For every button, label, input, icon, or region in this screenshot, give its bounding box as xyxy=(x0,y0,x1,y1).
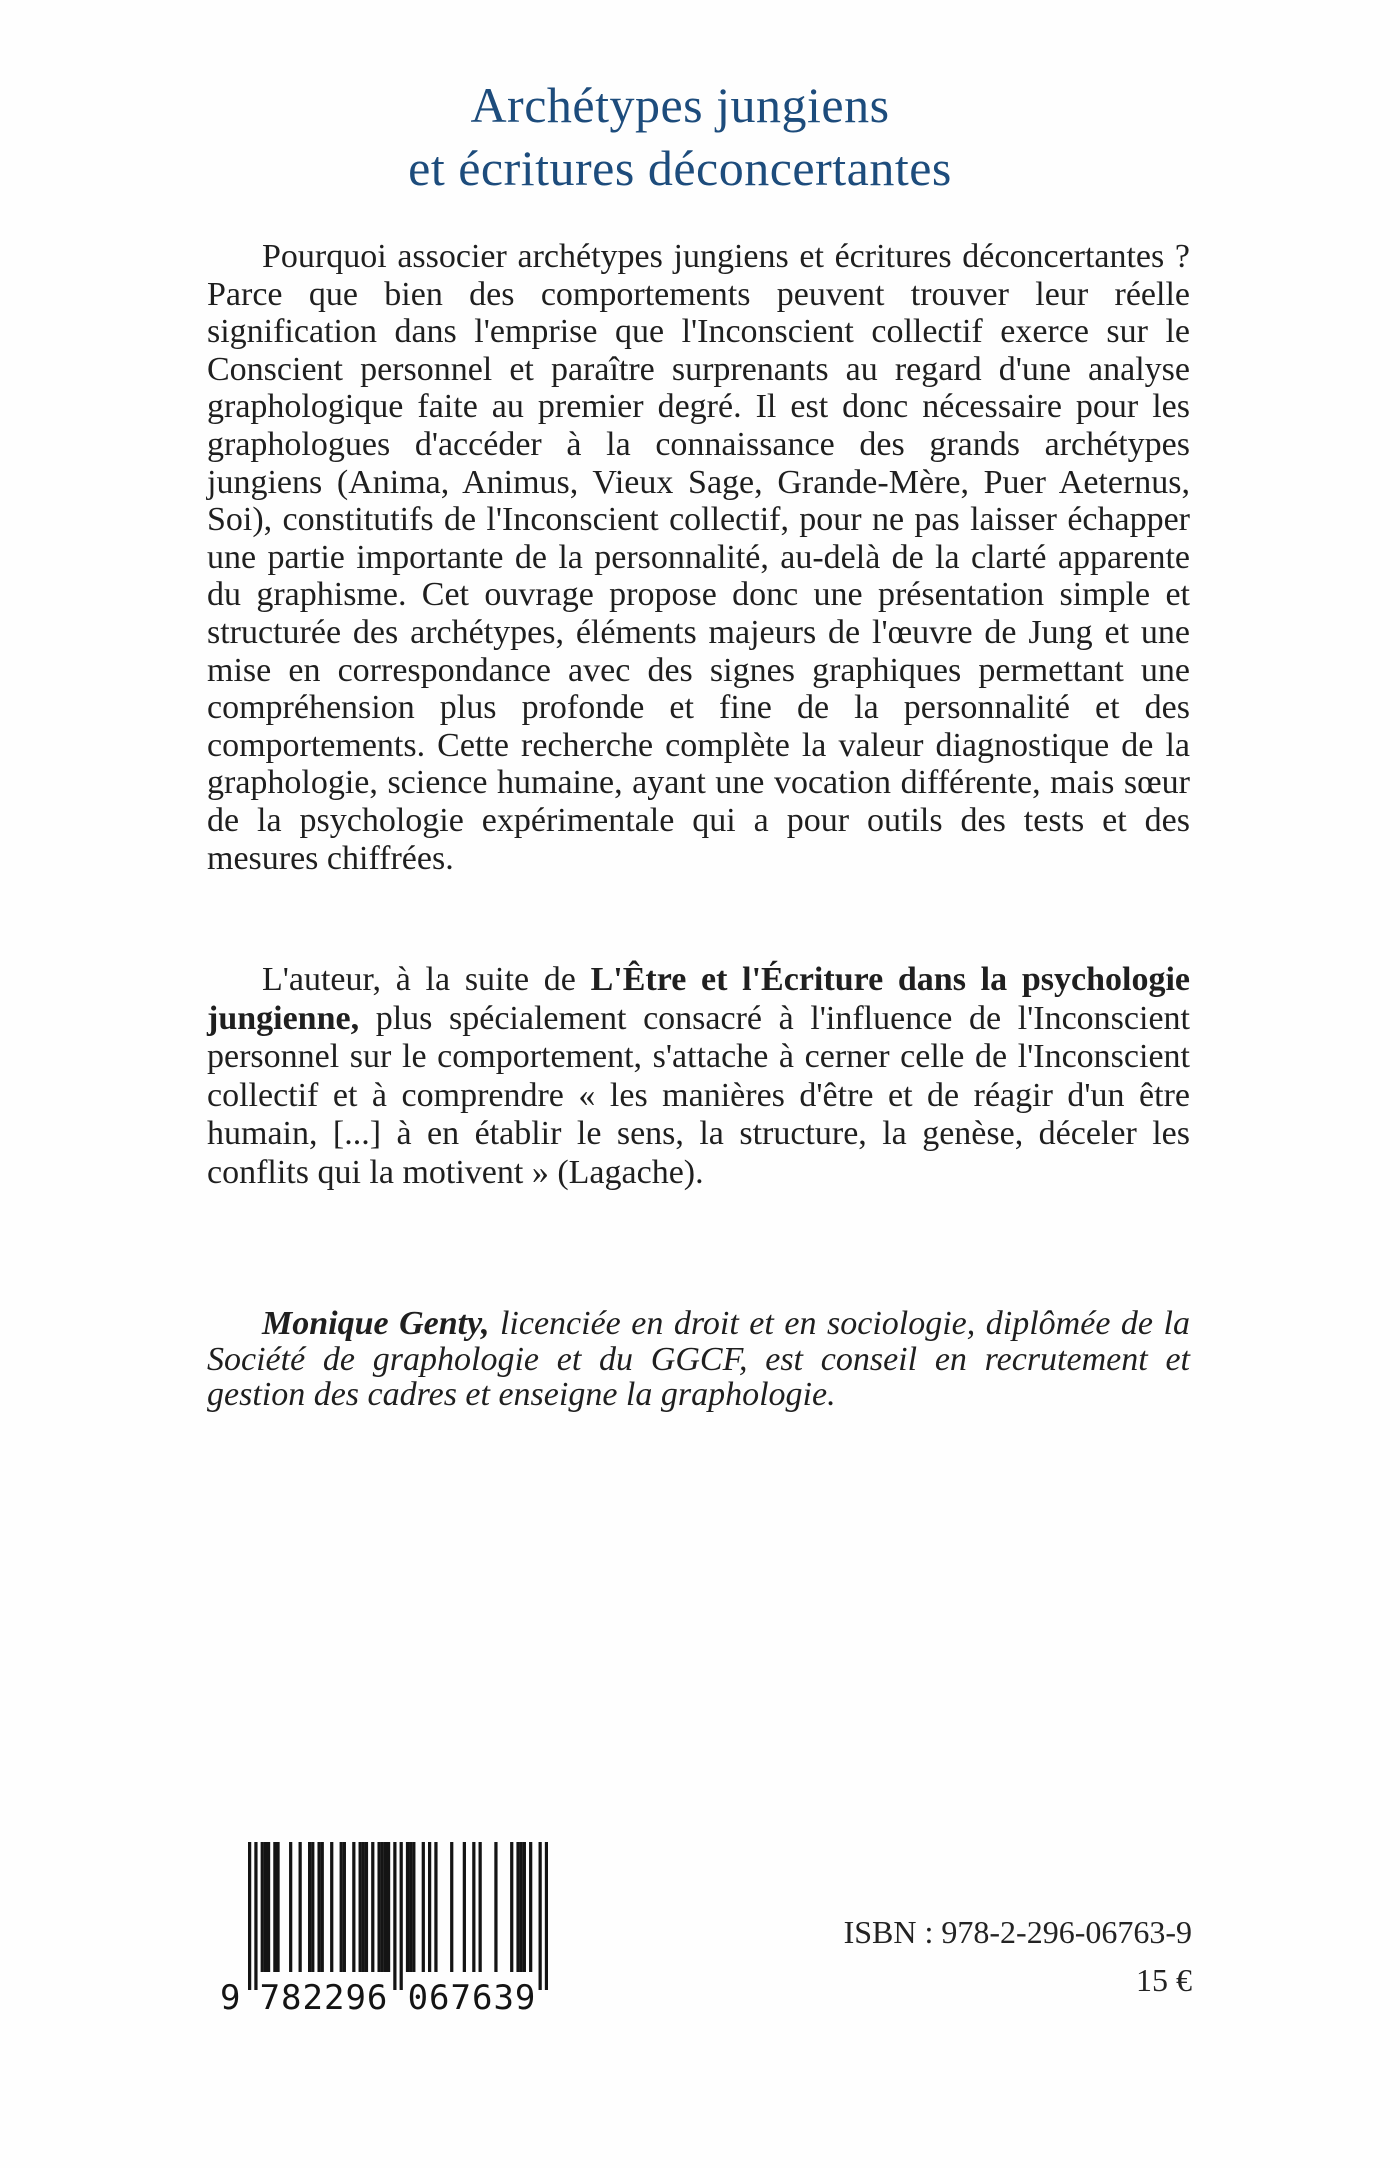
barcode-digits-left: 782296 xyxy=(259,1978,389,2018)
author-note-section xyxy=(207,961,1190,1192)
author-bio-rest: licenciée en droit et en sociologie, diplômée de la Société de graphologie et du GGCF, est conseil en recrutement et gestion des cadres et enseigne la graphologie. xyxy=(207,1305,1190,1413)
book-title-line1: Archétypes jungiens xyxy=(470,77,890,133)
author-note-rest: plus spécialement consacré à l'influence de l'Inconscient personnel sur le comportement, s'attache à cerner celle de l'Inconscient collectif et à comprendre « les manières d'être et de réagir d'un être humain, [...] à en établir le sens, la structure, la genèse, déceler les conflits qui la motivent » (Lagache). xyxy=(207,999,1190,1191)
author-note-lead: L'auteur, à la suite de xyxy=(262,961,591,998)
author-name: Monique Genty, xyxy=(262,1305,490,1342)
book-title xyxy=(20,74,1340,200)
barcode-digit-first: 9 xyxy=(220,1978,241,2018)
synopsis-paragraph: Pourquoi associer archétypes jungiens et écritures déconcertantes ? Parce que bien des comportements peuvent trouver leur réelle signification dans l'emprise que l'Inconscient collectif exerce sur le Conscient personnel et paraître surprenants au regard d'une analyse graphologique faite au premier degré. Il est donc nécessaire pour les graphologues d'accéder à la connaissance des grands archétypes jungiens (Anima, Animus, Vieux Sage, Grande-Mère, Puer Aeternus, Soi), constitutifs de l'Inconscient collectif, pour ne pas laisser échapper une partie importante de la personnalité, au-delà de la clarté apparente du graphisme. Cet ouvrage propose donc une présentation simple et structurée des archétypes, éléments majeurs de l'œuvre de Jung et une mise en correspondance avec des signes graphiques permettant une compréhension plus profonde et fine de la personnalité et des comportements. Cette recherche complète la valeur diagnostique de la graphologie, science humaine, ayant une vocation différente, mais sœur de la psychologie expérimentale qui a pour outils des tests et des mesures chiffrées. xyxy=(207,238,1190,877)
referenced-book-title: L'Être et l'Écriture dans la psychologie jungienne, xyxy=(207,961,1190,1037)
author-note-paragraph xyxy=(207,961,1190,1192)
author-bio-section xyxy=(207,1306,1190,1413)
ean13-barcode xyxy=(220,1842,548,2018)
price-text: 15 € xyxy=(1136,1962,1192,1998)
isbn-text: ISBN : 978-2-296-06763-9 xyxy=(843,1914,1192,1950)
barcode-digits-right: 067639 xyxy=(407,1978,537,2018)
ean13-barcode-bars xyxy=(248,1842,548,1990)
book-title-line2: et écritures déconcertantes xyxy=(408,140,952,196)
synopsis-section xyxy=(207,238,1190,877)
author-bio-paragraph xyxy=(207,1306,1190,1413)
